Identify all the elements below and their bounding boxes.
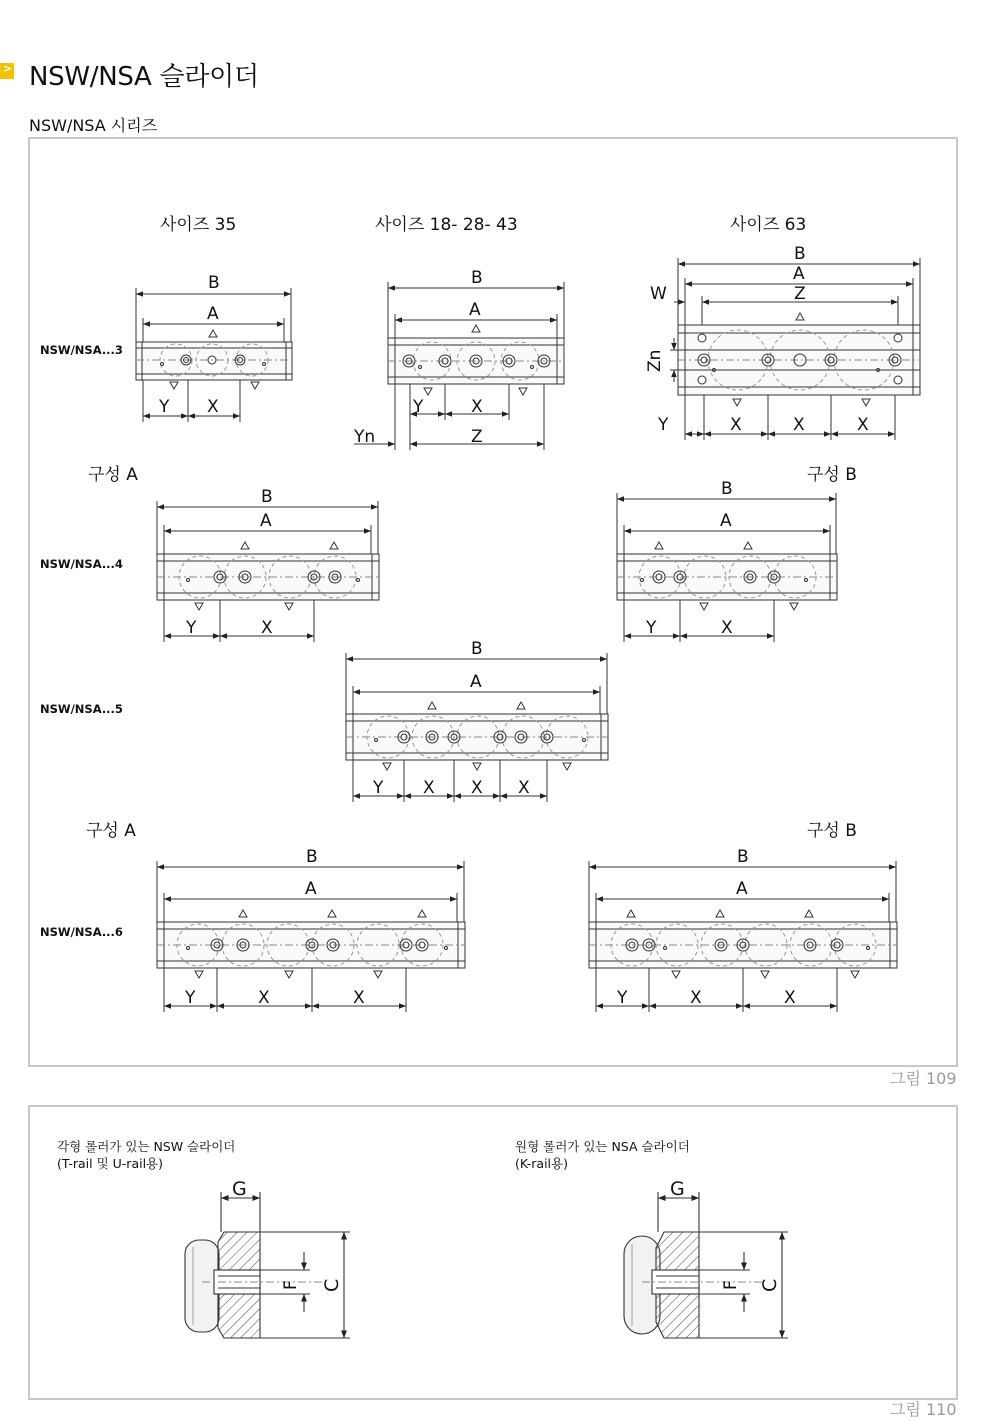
nsw-section-title: 각형 롤러가 있는 NSW 슬라이더 (57, 1139, 236, 1154)
dim-x: X (721, 618, 733, 638)
dim-g: G (232, 1178, 247, 1200)
config-a-label-row6: 구성 A (86, 821, 136, 841)
dim-b: B (737, 847, 749, 867)
dim-x: X (518, 778, 530, 798)
slider-row4-config-a (157, 554, 379, 600)
row-label-4: NSW/NSA...4 (40, 557, 123, 571)
dim-b: B (306, 847, 318, 867)
dim-x: X (784, 988, 796, 1008)
dim-x: X (857, 415, 869, 435)
dim-f: F (721, 1280, 741, 1290)
dim-z: Z (794, 284, 806, 304)
dim-y: Y (185, 988, 196, 1008)
dim-zn: Zn (645, 349, 665, 372)
figure-109-caption: 그림 109 (890, 1069, 957, 1088)
marker-glyph: > (3, 62, 13, 75)
figure-110-panel (28, 1105, 958, 1400)
dim-y: Y (413, 397, 424, 417)
section-marker (0, 63, 14, 79)
slider-row4-config-b (617, 554, 837, 600)
dim-x: X (793, 415, 805, 435)
slider-size63 (678, 325, 920, 395)
dim-x: X (471, 778, 483, 798)
dim-y: Y (617, 988, 628, 1008)
dim-x: X (690, 988, 702, 1008)
dim-b: B (261, 487, 273, 507)
page-subtitle: NSW/NSA 시리즈 (29, 116, 158, 135)
nsw-section-view (185, 1192, 350, 1338)
config-a-label-row4: 구성 A (88, 465, 138, 485)
dim-b: B (471, 268, 483, 288)
dim-a: A (207, 304, 219, 324)
dim-y: Y (646, 618, 657, 638)
dim-b: B (794, 244, 806, 264)
dim-z: Z (471, 427, 483, 447)
dim-c: C (759, 1278, 781, 1292)
dim-yn: Yn (354, 427, 376, 447)
figure-110-drawing (30, 1107, 956, 1398)
dim-a: A (793, 264, 805, 284)
size-18-28-43-label: 사이즈 18- 28- 43 (375, 215, 518, 235)
dim-g: G (670, 1178, 685, 1200)
dim-y: Y (159, 397, 170, 417)
dim-x: X (258, 988, 270, 1008)
slider-size18-28-43 (388, 338, 564, 384)
dim-x: X (353, 988, 365, 1008)
dim-a: A (305, 879, 317, 899)
page-title: NSW/NSA 슬라이더 (29, 62, 259, 92)
dim-b: B (471, 639, 483, 659)
row-label-3: NSW/NSA...3 (40, 343, 123, 357)
dim-a: A (720, 511, 732, 531)
slider-row6-config-b (589, 922, 897, 968)
dim-y: Y (373, 778, 384, 798)
dim-a: A (736, 879, 748, 899)
dim-w: W (650, 284, 667, 304)
dim-x: X (471, 397, 483, 417)
row-label-6: NSW/NSA...6 (40, 925, 123, 939)
config-b-label-row4: 구성 B (807, 465, 857, 485)
slider-size35 (136, 342, 292, 380)
config-b-label-row6: 구성 B (807, 821, 857, 841)
dim-x: X (261, 618, 273, 638)
nsw-section-subtitle: (T-rail 및 U-rail용) (57, 1156, 163, 1171)
slider-row6-config-a (157, 922, 465, 968)
dim-x: X (423, 778, 435, 798)
figure-109-panel (28, 137, 958, 1067)
nsa-section-view (624, 1192, 788, 1338)
dim-c: C (321, 1278, 343, 1292)
nsa-section-title: 원형 롤러가 있는 NSA 슬라이더 (515, 1139, 690, 1154)
size-35-label: 사이즈 35 (160, 215, 237, 235)
dim-a: A (469, 300, 481, 320)
size-63-label: 사이즈 63 (730, 215, 807, 235)
dim-y: Y (658, 415, 669, 435)
dim-f: F (281, 1280, 301, 1290)
row-label-5: NSW/NSA...5 (40, 702, 123, 716)
dim-a: A (260, 511, 272, 531)
slider-row5 (346, 714, 608, 760)
figure-110-caption: 그림 110 (890, 1400, 957, 1419)
dim-x: X (730, 415, 742, 435)
dim-x: X (207, 397, 219, 417)
figure-109-drawing (30, 139, 956, 1065)
dim-b: B (721, 479, 733, 499)
dim-y: Y (186, 618, 197, 638)
dim-a: A (470, 672, 482, 692)
dim-b: B (208, 273, 220, 293)
nsa-section-subtitle: (K-rail용) (515, 1156, 568, 1171)
